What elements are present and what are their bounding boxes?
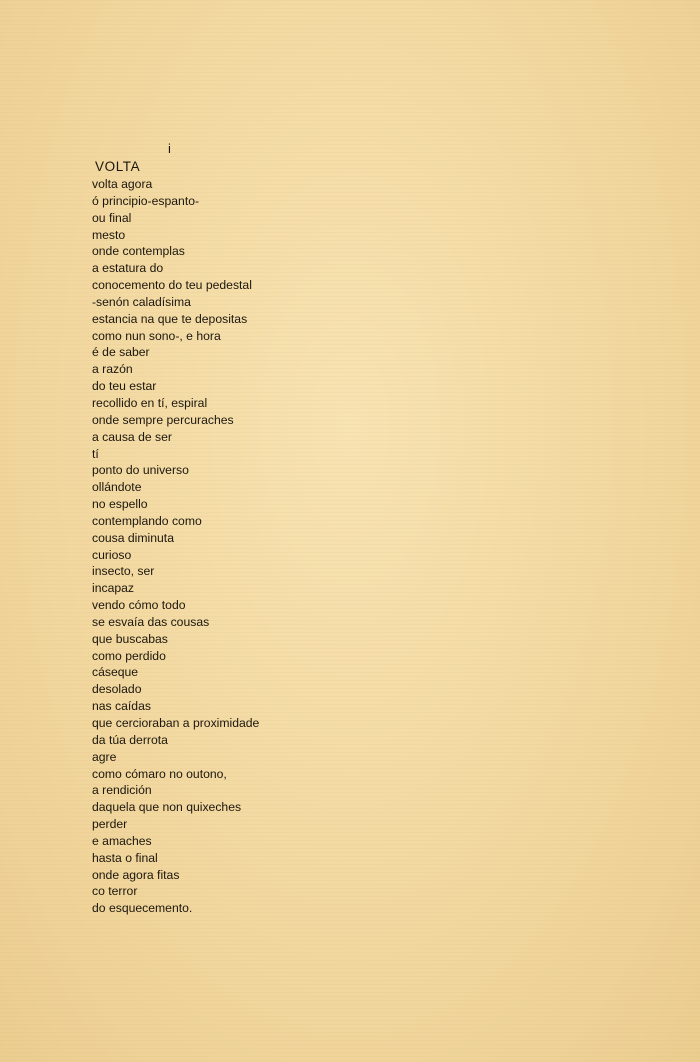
poem-line: desolado: [92, 682, 142, 697]
poem-line: que buscabas: [92, 631, 168, 646]
poem-line: agre: [92, 749, 117, 764]
poem-line: ollándote: [92, 480, 142, 495]
poem-line: cáseque: [92, 665, 139, 680]
poem-line: curioso: [92, 547, 132, 562]
poem-line: vendo cómo todo: [92, 598, 186, 613]
poem-line: volta agora: [92, 177, 153, 191]
poem-line: ou final: [92, 210, 132, 225]
poem-line: no espello: [92, 497, 148, 512]
poem-line: daquela que non quixeches: [92, 800, 242, 815]
poem-line: nas caídas: [92, 699, 151, 714]
poem-line: do teu estar: [92, 379, 157, 394]
poem-line: como perdido: [92, 648, 166, 663]
poem-line: co terror: [92, 884, 138, 899]
poem-line: é de saber: [92, 345, 150, 360]
poem-line: se esvaía das cousas: [92, 614, 210, 629]
poem-line: recollido en tí, espiral: [92, 395, 208, 410]
poem-title: VOLTA: [95, 159, 141, 174]
poem-line: ó principio-espanto-: [92, 193, 200, 208]
poem-line: onde contemplas: [92, 244, 185, 259]
poem-body: [92, 176, 259, 917]
poem-line: como nun sono-, e hora: [92, 328, 221, 343]
poem-line: tí: [92, 446, 99, 461]
poem-line: da túa derrota: [92, 732, 168, 747]
poem-line: onde sempre percuraches: [92, 412, 234, 427]
poem-line: a estatura do: [92, 261, 164, 276]
poem-line: a causa de ser: [92, 429, 172, 444]
poem-line: conocemento do teu pedestal: [92, 278, 252, 293]
poem-line: hasta o final: [92, 850, 158, 865]
poem-line: e amaches: [92, 833, 152, 848]
poem-line: onde agora fitas: [92, 867, 180, 882]
poem-line: estancia na que te depositas: [92, 311, 248, 326]
poem-line: a razón: [92, 362, 133, 377]
poem-line: perder: [92, 817, 128, 832]
poem-line: incapaz: [92, 581, 135, 596]
poem-line: do esquecemento.: [92, 901, 193, 916]
poem-number: i: [168, 141, 171, 156]
poem-line: contemplando como: [92, 513, 202, 528]
poem-line: como cómaro no outono,: [92, 766, 227, 781]
poem-line: insecto, ser: [92, 564, 155, 579]
poem-line: ponto do universo: [92, 463, 189, 478]
poem-line: mesto: [92, 227, 126, 242]
poem-line: a rendición: [92, 783, 152, 798]
poem-line: -senón caladísima: [92, 294, 191, 309]
poem-line: cousa diminuta: [92, 530, 174, 545]
poem-line: que cercioraban a proximidade: [92, 716, 260, 730]
